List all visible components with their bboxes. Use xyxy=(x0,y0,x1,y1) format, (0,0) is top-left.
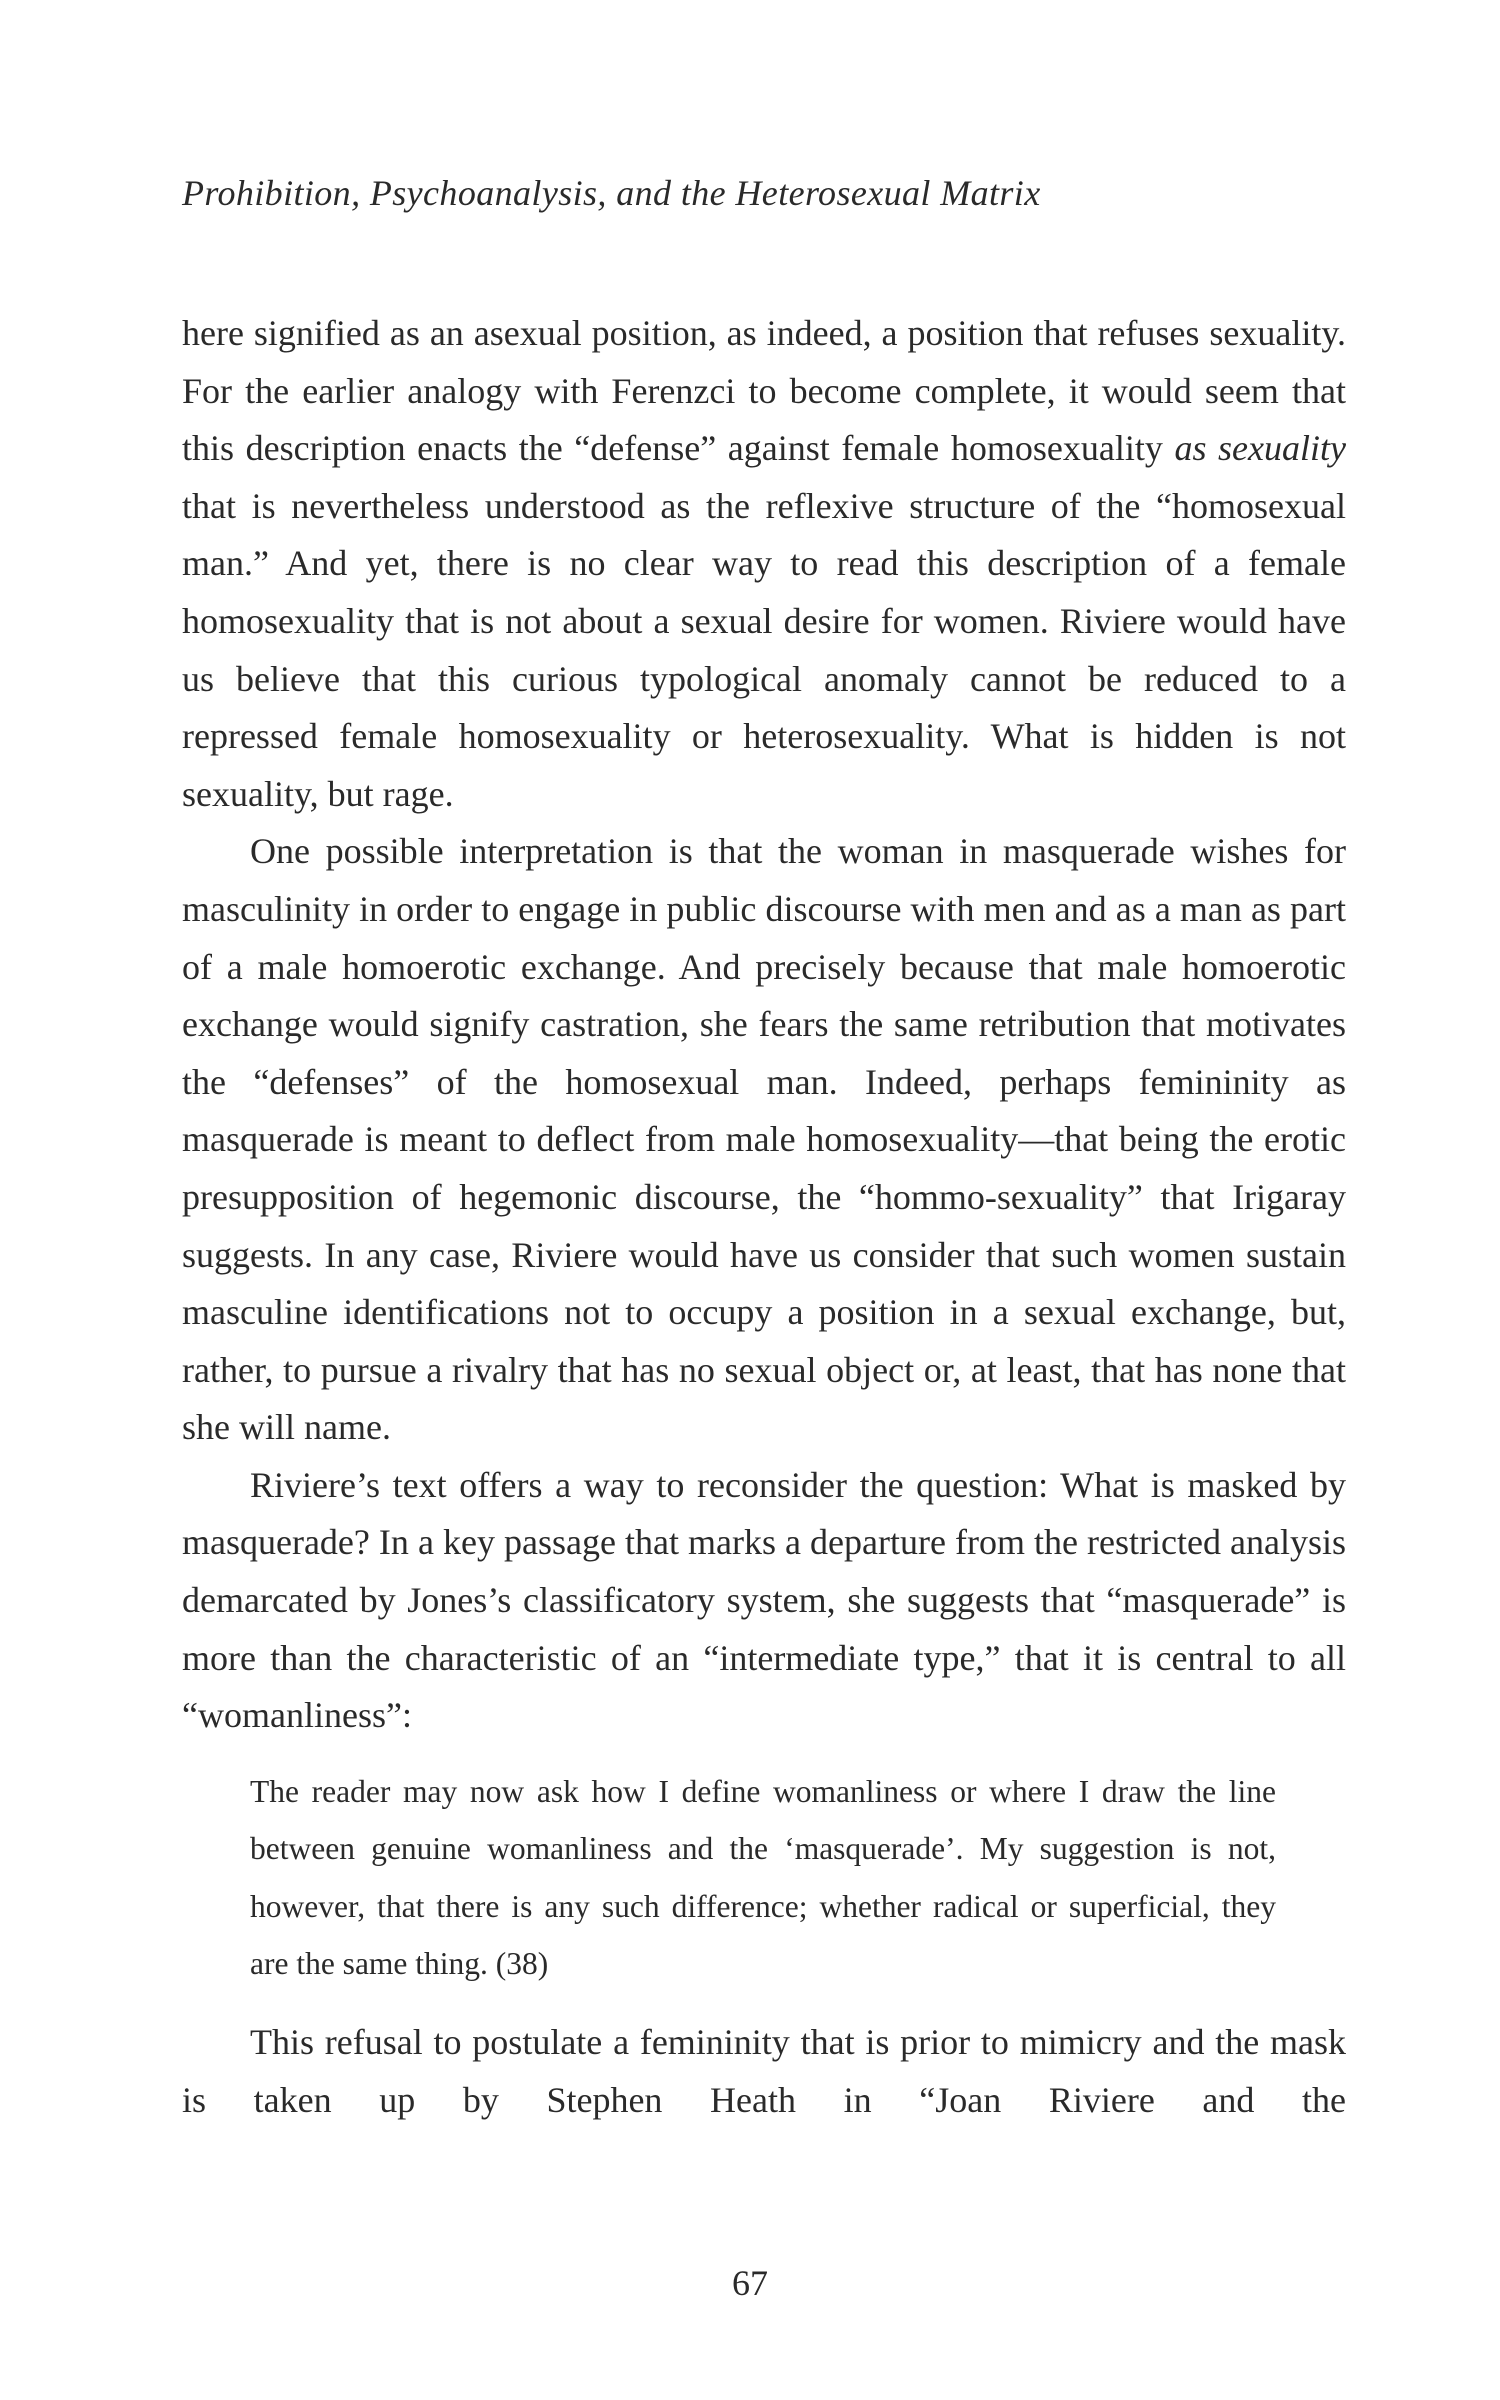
page-number: 67 xyxy=(732,2263,768,2303)
paragraph-1 xyxy=(182,305,1346,823)
block-quote: The reader may now ask how I define womanliness or where I draw the line between genuine womanliness and the ‘masquerade’. My suggestion is not, however, that there is any such difference; whether radical or superficial, they are the same thing. (38) xyxy=(250,1773,1276,1982)
paragraph-1-text-a: here signified as an asexual position, as indeed, a position that refuses sexuality. For the earlier analogy with Ferenzci to become complete, it would seem that this description enacts the “defense” against female homosexuality xyxy=(182,313,1346,469)
body-text xyxy=(182,305,1346,2130)
paragraph-3: Riviere’s text offers a way to reconsider the question: What is masked by masquerade? In a key passage that marks a departure from the restricted analysis demarcated by Jones’s classificatory system, she suggests that “masquerade” is more than the characteristic of an “intermediate type,” that it is central to all “womanliness”: xyxy=(182,1464,1346,1736)
paragraph-1-italic-phrase: as sexuality xyxy=(1174,428,1346,469)
paragraph-4: This refusal to postulate a femininity that is prior to mimicry and the mask is taken up by Stephen Heath in “Joan Riviere and the xyxy=(182,2022,1346,2121)
paragraph-1-text-b: that is nevertheless understood as the reflexive structure of the “homosexual man.” And yet, there is no clear way to read this description of a female homosexuality that is not about a sexual desire for women. Riviere would have us believe that this curious typological anomaly cannot be reduced to a repressed female homosexuality or heterosexuality. What is hidden is not sexuality, but rage. xyxy=(182,485,1346,814)
running-head: Prohibition, Psychoanalysis, and the Heterosexual Matrix xyxy=(182,173,1041,213)
paragraph-2: One possible interpretation is that the woman in masquerade wishes for masculinity in order to engage in public discourse with men and as a man as part of a male homoerotic exchange. And precisely because that male homoerotic exchange would signify castration, she fears the same retribution that motivates the “defenses” of the homosexual man. Indeed, perhaps femininity as masquerade is meant to deflect from male homosexuality—that being the erotic presupposition of hegemonic discourse, the “hommo-sexuality” that Irigaray suggests. In any case, Riviere would have us consider that such women sustain masculine identifications not to occupy a position in a sexual exchange, but, rather, to pursue a rivalry that has no sexual object or, at least, that has none that she will name. xyxy=(182,831,1346,1448)
